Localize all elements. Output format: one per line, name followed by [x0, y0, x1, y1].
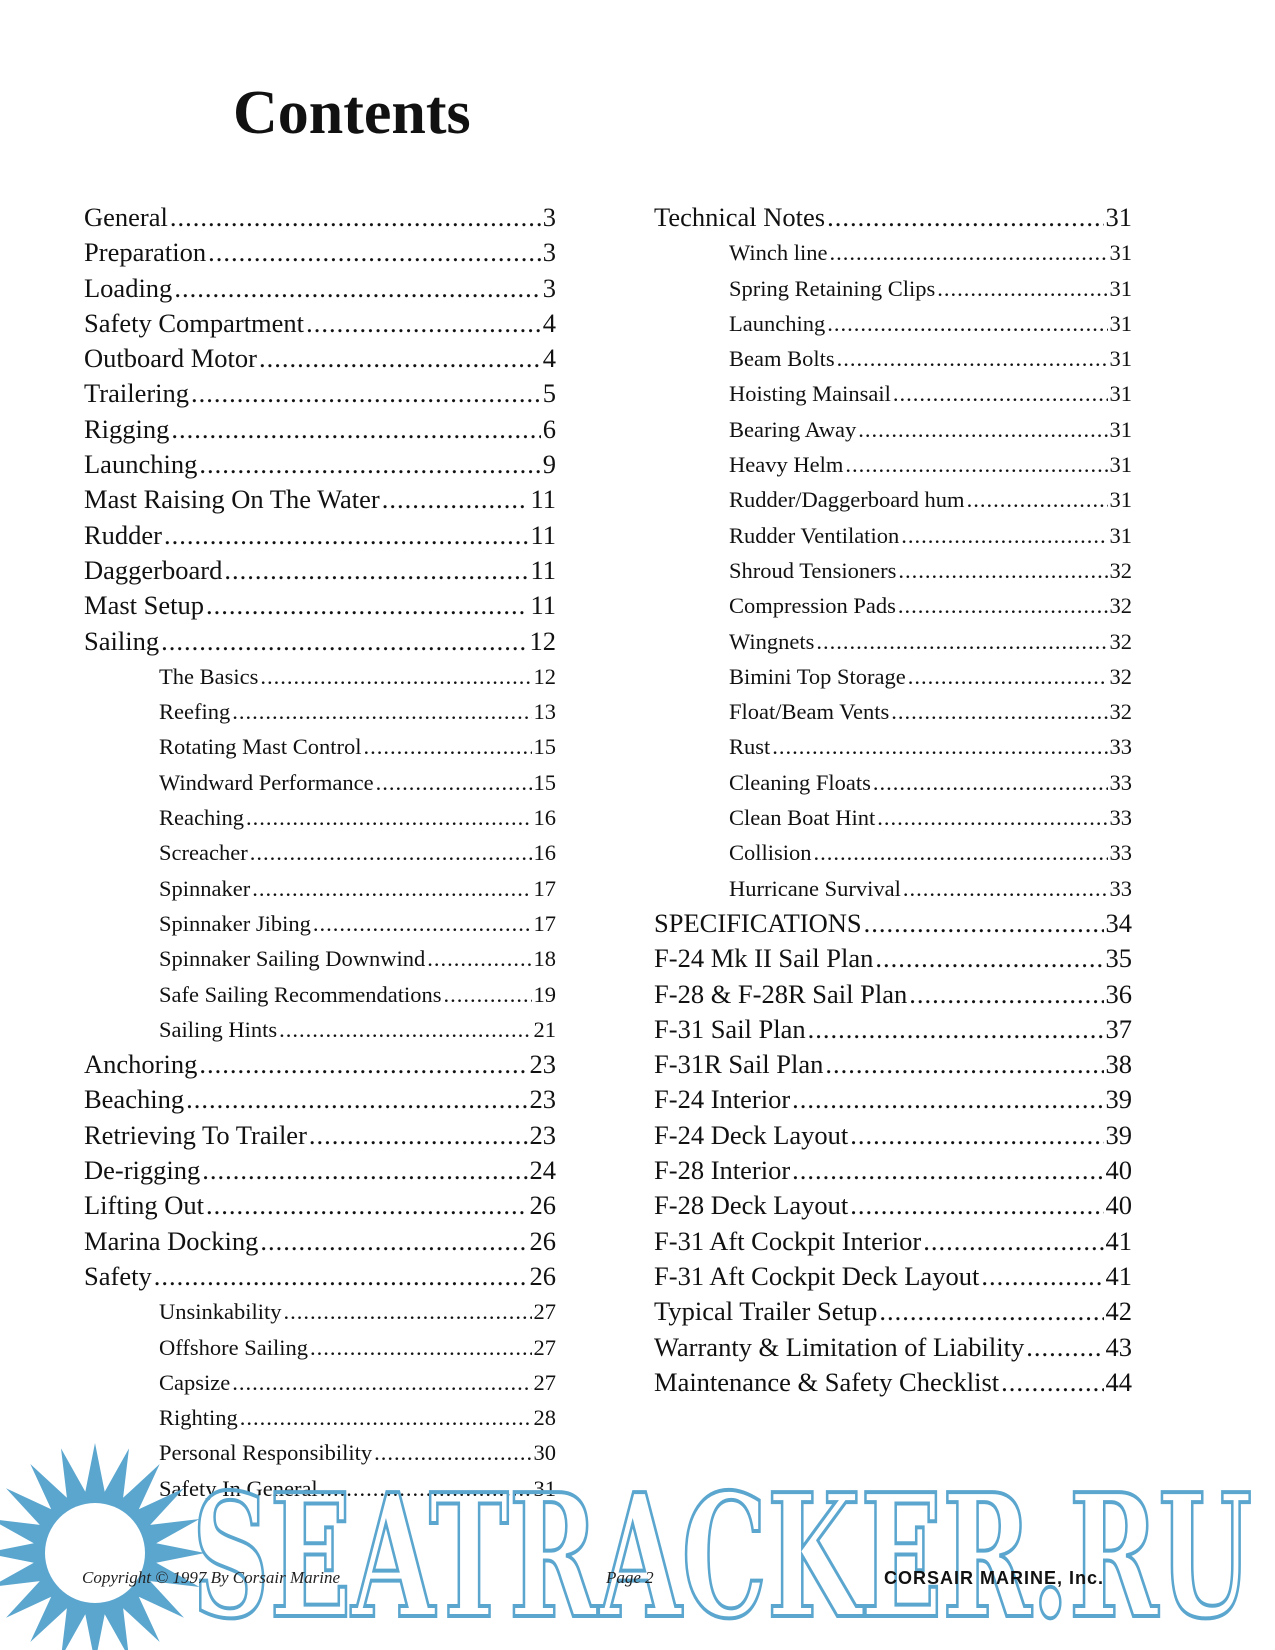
dot-leader — [427, 941, 531, 976]
dot-leader — [206, 588, 528, 623]
dot-leader — [306, 306, 541, 341]
toc-entry[interactable] — [84, 235, 556, 270]
toc-entry[interactable] — [654, 376, 1132, 411]
dot-leader — [903, 871, 1108, 906]
toc-entry[interactable] — [654, 271, 1132, 306]
toc-entry-page: 23 — [529, 1119, 556, 1150]
dot-leader — [875, 941, 1103, 976]
toc-entry-label: Beaching — [84, 1084, 185, 1115]
toc-entry[interactable] — [84, 835, 556, 870]
dot-leader — [891, 694, 1107, 729]
toc-entry-page: 4 — [542, 307, 556, 338]
watermark-text: SEATRACKER.RU — [192, 1457, 1252, 1650]
toc-entry[interactable] — [654, 800, 1132, 835]
toc-entry-label: F-24 Interior — [654, 1084, 791, 1115]
toc-entry[interactable] — [84, 1047, 556, 1082]
toc-entry-label: F-31R Sail Plan — [654, 1049, 824, 1080]
toc-entry-page: 31 — [1109, 240, 1132, 266]
toc-entry-page: 31 — [1109, 346, 1132, 372]
toc-entry[interactable] — [654, 1082, 1132, 1117]
toc-entry-label: F-24 Deck Layout — [654, 1119, 849, 1150]
dot-leader — [252, 871, 531, 906]
dot-leader — [174, 271, 540, 306]
footer-copyright: Copyright © 1997 By Corsair Marine — [82, 1568, 340, 1587]
toc-entry-label: Technical Notes — [654, 202, 826, 232]
toc-entry-page: 3 — [542, 237, 556, 268]
dot-leader — [850, 1188, 1103, 1223]
toc-entry-label: Launching — [84, 449, 198, 480]
toc-entry[interactable] — [84, 1400, 556, 1435]
toc-entry-page: 33 — [1109, 840, 1132, 866]
toc-entry[interactable] — [84, 800, 556, 835]
toc-entry-page: 24 — [529, 1155, 556, 1186]
toc-entry[interactable] — [654, 871, 1132, 906]
dot-leader — [191, 376, 541, 411]
dot-leader — [164, 518, 528, 553]
toc-entry-label: SPECIFICATIONS — [654, 907, 862, 938]
toc-entry-page: 40 — [1105, 1190, 1132, 1221]
dot-leader — [864, 906, 1104, 941]
toc-entry-label: Capsize — [159, 1369, 231, 1395]
toc-entry[interactable] — [84, 200, 556, 235]
dot-leader — [792, 1082, 1103, 1117]
toc-entry-page: 32 — [1109, 663, 1132, 689]
toc-entry-page: 6 — [542, 413, 556, 444]
toc-entry[interactable] — [84, 1118, 556, 1153]
toc-entry-page: 41 — [1105, 1225, 1132, 1256]
toc-entry-page: 23 — [529, 1049, 556, 1080]
toc-entry[interactable] — [654, 1224, 1132, 1259]
toc-entry-label: Spinnaker — [159, 875, 251, 901]
dot-leader — [170, 200, 541, 235]
toc-entry-label: Rudder — [84, 519, 163, 550]
dot-leader — [1026, 1330, 1103, 1365]
toc-entry-page: 32 — [1109, 557, 1132, 583]
toc-entry-label: Unsinkability — [159, 1299, 282, 1325]
toc-entry-page: 31 — [1109, 310, 1132, 336]
toc-entry-label: Sailing Hints — [159, 1016, 278, 1042]
dot-leader — [879, 1294, 1103, 1329]
toc-entry-label: Rudder Ventilation — [729, 522, 900, 548]
toc-entry[interactable] — [654, 977, 1132, 1012]
dot-leader — [260, 659, 531, 694]
toc-entry[interactable] — [654, 1118, 1132, 1153]
toc-entry-page: 33 — [1109, 875, 1132, 901]
toc-entry[interactable] — [84, 553, 556, 588]
toc-entry[interactable] — [654, 624, 1132, 659]
toc-entry[interactable] — [84, 482, 556, 517]
dot-leader — [829, 235, 1107, 270]
toc-entry-page: 12 — [533, 663, 556, 689]
toc-entry-label: F-28 & F-28R Sail Plan — [654, 978, 908, 1009]
toc-entry-page: 16 — [533, 805, 556, 831]
toc-entry-page: 33 — [1109, 769, 1132, 795]
dot-leader — [923, 1224, 1103, 1259]
dot-leader — [199, 447, 540, 482]
toc-entry-page: 31 — [1105, 202, 1132, 232]
dot-leader — [827, 200, 1103, 235]
toc-entry[interactable] — [84, 1330, 556, 1365]
toc-entry-label: Retrieving To Trailer — [84, 1119, 307, 1150]
toc-entry[interactable] — [654, 482, 1132, 517]
toc-entry-label: Winch line — [729, 240, 828, 266]
dot-leader — [309, 1118, 528, 1153]
toc-entry-page: 40 — [1105, 1155, 1132, 1186]
toc-entry-page: 26 — [529, 1225, 556, 1256]
toc-entry-page: 4 — [542, 343, 556, 374]
toc-entry-page: 27 — [533, 1334, 556, 1360]
toc-entry-label: Safe Sailing Recommendations — [159, 981, 442, 1007]
toc-entry-label: Mast Setup — [84, 590, 204, 621]
toc-entry-label: F-31 Aft Cockpit Interior — [654, 1225, 922, 1256]
toc-entry-page: 32 — [1109, 593, 1132, 619]
toc-left-column — [84, 200, 556, 1506]
toc-entry-page: 11 — [530, 519, 556, 550]
dot-leader — [154, 1259, 528, 1294]
toc-entry-page: 3 — [542, 272, 556, 303]
dot-leader — [313, 906, 532, 941]
toc-entry-label: F-24 Mk II Sail Plan — [654, 943, 874, 974]
toc-entry-page: 27 — [533, 1299, 556, 1325]
toc-entry-page: 11 — [530, 590, 556, 621]
dot-leader — [1001, 1365, 1103, 1400]
toc-entry-page: 12 — [529, 625, 556, 656]
toc-entry[interactable] — [84, 765, 556, 800]
toc-entry-label: Righting — [159, 1405, 238, 1431]
toc-entry[interactable] — [654, 835, 1132, 870]
toc-entry-page: 39 — [1105, 1084, 1132, 1115]
toc-entry-page: 16 — [533, 840, 556, 866]
toc-entry[interactable] — [84, 694, 556, 729]
dot-leader — [792, 1153, 1103, 1188]
dot-leader — [171, 412, 540, 447]
toc-entry-page: 42 — [1105, 1296, 1132, 1327]
toc-entry-page: 37 — [1105, 1013, 1132, 1044]
toc-entry-page: 39 — [1105, 1119, 1132, 1150]
toc-entry-label: Heavy Helm — [729, 452, 844, 478]
toc-entry-page: 23 — [529, 1084, 556, 1115]
toc-entry-page: 17 — [533, 875, 556, 901]
dot-leader — [240, 1400, 532, 1435]
dot-leader — [250, 835, 532, 870]
watermark-logo — [0, 1438, 1275, 1650]
toc-entry-page: 36 — [1105, 978, 1132, 1009]
toc-entry-label: General — [84, 202, 168, 232]
toc-entry[interactable] — [84, 341, 556, 376]
toc-entry-label: Beam Bolts — [729, 346, 835, 372]
toc-entry[interactable] — [84, 306, 556, 341]
toc-entry-page: 31 — [1109, 275, 1132, 301]
dot-leader — [825, 1047, 1103, 1082]
toc-entry[interactable] — [654, 588, 1132, 623]
toc-entry-label: Clean Boat Hint — [729, 805, 876, 831]
dot-leader — [827, 306, 1107, 341]
dot-leader — [208, 235, 541, 270]
toc-entry-label: F-31 Sail Plan — [654, 1013, 806, 1044]
toc-entry-page: 31 — [1109, 487, 1132, 513]
toc-entry-page: 26 — [529, 1260, 556, 1291]
dot-leader — [877, 800, 1107, 835]
toc-entry-label: Rigging — [84, 413, 170, 444]
toc-entry-page: 11 — [530, 484, 556, 515]
dot-leader — [898, 553, 1107, 588]
toc-entry-label: Float/Beam Vents — [729, 699, 890, 725]
toc-entry-page: 44 — [1105, 1366, 1132, 1397]
toc-entry-page: 32 — [1109, 699, 1132, 725]
toc-entry[interactable] — [654, 906, 1132, 941]
toc-entry-page: 21 — [533, 1016, 556, 1042]
toc-entry[interactable] — [84, 1188, 556, 1223]
toc-entry-label: F-28 Interior — [654, 1155, 791, 1186]
toc-entry-page: 35 — [1105, 943, 1132, 974]
dot-leader — [202, 1153, 527, 1188]
toc-entry-label: Trailering — [84, 378, 190, 409]
toc-entry[interactable] — [84, 1224, 556, 1259]
toc-entry-label: Cleaning Floats — [729, 769, 871, 795]
toc-entry[interactable] — [654, 941, 1132, 976]
dot-leader — [186, 1082, 527, 1117]
toc-entry-label: Sailing — [84, 625, 160, 656]
toc-entry-page: 31 — [1109, 416, 1132, 442]
dot-leader — [279, 1012, 531, 1047]
toc-entry-label: Outboard Motor — [84, 343, 257, 374]
toc-entry[interactable] — [654, 1153, 1132, 1188]
toc-entry[interactable] — [84, 624, 556, 659]
toc-entry-label: Marina Docking — [84, 1225, 259, 1256]
toc-entry[interactable] — [654, 518, 1132, 553]
toc-entry-page: 31 — [1109, 381, 1132, 407]
toc-entry-label: Spring Retaining Clips — [729, 275, 936, 301]
toc-entry-page: 13 — [533, 699, 556, 725]
toc-entry-label: Reaching — [159, 805, 244, 831]
toc-entry[interactable] — [84, 871, 556, 906]
dot-leader — [246, 800, 532, 835]
page-title: Contents — [233, 79, 471, 147]
toc-entry-label: Rudder/Daggerboard hum — [729, 487, 965, 513]
toc-entry[interactable] — [654, 1294, 1132, 1329]
dot-leader — [310, 1330, 532, 1365]
toc-entry[interactable] — [654, 341, 1132, 376]
toc-entry[interactable] — [84, 1012, 556, 1047]
toc-entry-page: 33 — [1109, 805, 1132, 831]
dot-leader — [232, 1365, 531, 1400]
toc-entry-label: Windward Performance — [159, 769, 374, 795]
toc-entry[interactable] — [654, 553, 1132, 588]
toc-entry-label: F-28 Deck Layout — [654, 1190, 849, 1221]
toc-entry[interactable] — [84, 659, 556, 694]
dot-leader — [814, 835, 1108, 870]
toc-entry-label: Loading — [84, 272, 173, 303]
dot-leader — [873, 765, 1108, 800]
dot-leader — [808, 1012, 1104, 1047]
dot-leader — [898, 588, 1108, 623]
toc-entry[interactable] — [84, 941, 556, 976]
dot-leader — [816, 624, 1107, 659]
toc-entry-label: Compression Pads — [729, 593, 896, 619]
footer-page-number: Page 2 — [606, 1568, 654, 1587]
toc-entry-label: Safety In General — [159, 1475, 318, 1501]
dot-leader — [364, 729, 532, 764]
toc-entry-page: 30 — [533, 1440, 556, 1466]
dot-leader — [259, 341, 541, 376]
toc-entry-page: 15 — [533, 769, 556, 795]
toc-entry-label: Typical Trailer Setup — [654, 1296, 878, 1327]
dot-leader — [772, 729, 1107, 764]
toc-entry[interactable] — [654, 306, 1132, 341]
toc-entry-label: Shroud Tensioners — [729, 557, 897, 583]
toc-right-column — [654, 200, 1132, 1400]
toc-entry-page: 5 — [542, 378, 556, 409]
toc-entry-label: Collision — [729, 840, 812, 866]
toc-entry[interactable] — [84, 729, 556, 764]
toc-entry[interactable] — [84, 447, 556, 482]
toc-entry-label: Spinnaker Jibing — [159, 910, 311, 936]
toc-entry[interactable] — [654, 1259, 1132, 1294]
toc-entry[interactable] — [654, 729, 1132, 764]
toc-entry-page: 9 — [542, 449, 556, 480]
dot-leader — [893, 376, 1108, 411]
toc-entry-page: 32 — [1109, 628, 1132, 654]
toc-entry[interactable] — [84, 1294, 556, 1329]
toc-entry[interactable] — [84, 1082, 556, 1117]
toc-entry[interactable] — [84, 376, 556, 411]
toc-entry-page: 3 — [542, 202, 556, 232]
toc-entry-page: 31 — [533, 1475, 556, 1501]
toc-entry-label: Mast Raising On The Water — [84, 484, 380, 515]
toc-entry-page: 17 — [533, 910, 556, 936]
toc-entry-label: Offshore Sailing — [159, 1334, 308, 1360]
toc-entry-label: Launching — [729, 310, 826, 336]
toc-entry[interactable] — [654, 1365, 1132, 1400]
toc-entry-label: Lifting Out — [84, 1190, 204, 1221]
toc-entry-page: 31 — [1109, 452, 1132, 478]
toc-entry-page: 33 — [1109, 734, 1132, 760]
toc-entry-label: De-rigging — [84, 1155, 201, 1186]
dot-leader — [199, 1047, 527, 1082]
toc-entry[interactable] — [84, 1259, 556, 1294]
sunburst-icon — [0, 1443, 205, 1650]
dot-leader — [837, 341, 1108, 376]
toc-entry[interactable] — [654, 447, 1132, 482]
dot-leader — [858, 412, 1107, 447]
toc-entry-page: 18 — [533, 946, 556, 972]
dot-leader — [845, 447, 1107, 482]
toc-entry-label: Bimini Top Storage — [729, 663, 906, 689]
toc-entry-label: Maintenance & Safety Checklist — [654, 1366, 1000, 1397]
toc-entry-label: Warranty & Limitation of Liability — [654, 1331, 1025, 1362]
toc-entry[interactable] — [84, 1153, 556, 1188]
toc-entry[interactable] — [84, 412, 556, 447]
toc-entry-label: Rust — [729, 734, 771, 760]
toc-entry-label: Screacher — [159, 840, 248, 866]
toc-entry-label: Wingnets — [729, 628, 815, 654]
toc-entry-label: The Basics — [159, 663, 259, 689]
dot-leader — [206, 1188, 528, 1223]
toc-entry[interactable] — [84, 588, 556, 623]
toc-entry[interactable] — [654, 659, 1132, 694]
toc-entry[interactable] — [654, 1330, 1132, 1365]
toc-entry-label: F-31 Aft Cockpit Deck Layout — [654, 1260, 980, 1291]
toc-entry-label: Rotating Mast Control — [159, 734, 362, 760]
dot-leader — [909, 977, 1103, 1012]
toc-entry[interactable] — [654, 412, 1132, 447]
toc-entry-page: 41 — [1105, 1260, 1132, 1291]
dot-leader — [901, 518, 1107, 553]
toc-entry-page: 28 — [533, 1405, 556, 1431]
toc-entry[interactable] — [654, 1188, 1132, 1223]
toc-entry-page: 27 — [533, 1369, 556, 1395]
sunburst-center — [45, 1503, 145, 1603]
dot-leader — [260, 1224, 527, 1259]
toc-entry-page: 34 — [1105, 907, 1132, 938]
toc-entry-page: 26 — [529, 1190, 556, 1221]
dot-leader — [967, 482, 1108, 517]
toc-entry-label: Preparation — [84, 237, 207, 268]
dot-leader — [937, 271, 1107, 306]
dot-leader — [232, 694, 531, 729]
toc-entry-label: Anchoring — [84, 1049, 198, 1080]
toc-entry-label: Spinnaker Sailing Downwind — [159, 946, 426, 972]
dot-leader — [284, 1294, 532, 1329]
toc-entry-page: 11 — [530, 554, 556, 585]
footer-brand: CORSAIR MARINE, Inc. — [884, 1568, 1105, 1588]
toc-entry-label: Hurricane Survival — [729, 875, 901, 901]
toc-entry[interactable] — [654, 200, 1132, 235]
toc-entry[interactable] — [84, 518, 556, 553]
toc-entry-label: Bearing Away — [729, 416, 857, 442]
toc-entry[interactable] — [84, 1365, 556, 1400]
dot-leader — [850, 1118, 1103, 1153]
dot-leader — [908, 659, 1108, 694]
toc-entry[interactable] — [84, 906, 556, 941]
dot-leader — [224, 553, 528, 588]
toc-entry-label: Daggerboard — [84, 554, 223, 585]
toc-entry[interactable] — [84, 271, 556, 306]
dot-leader — [981, 1259, 1103, 1294]
toc-entry[interactable] — [654, 1012, 1132, 1047]
toc-entry[interactable] — [654, 1047, 1132, 1082]
toc-entry-label: Reefing — [159, 699, 231, 725]
toc-entry[interactable] — [654, 694, 1132, 729]
dot-leader — [376, 765, 532, 800]
toc-entry-label: Personal Responsibility — [159, 1440, 373, 1466]
toc-entry-page: 15 — [533, 734, 556, 760]
toc-entry-page: 43 — [1105, 1331, 1132, 1362]
toc-entry-page: 19 — [533, 981, 556, 1007]
toc-entry-label: Safety Compartment — [84, 307, 305, 338]
toc-entry-label: Hoisting Mainsail — [729, 381, 891, 407]
dot-leader — [382, 482, 529, 517]
toc-entry-page: 38 — [1105, 1049, 1132, 1080]
toc-entry[interactable] — [654, 235, 1132, 270]
dot-leader — [443, 977, 531, 1012]
toc-entry-page: 31 — [1109, 522, 1132, 548]
dot-leader — [161, 624, 527, 659]
toc-entry-label: Safety — [84, 1260, 152, 1291]
toc-entry[interactable] — [654, 765, 1132, 800]
toc-entry[interactable] — [84, 977, 556, 1012]
